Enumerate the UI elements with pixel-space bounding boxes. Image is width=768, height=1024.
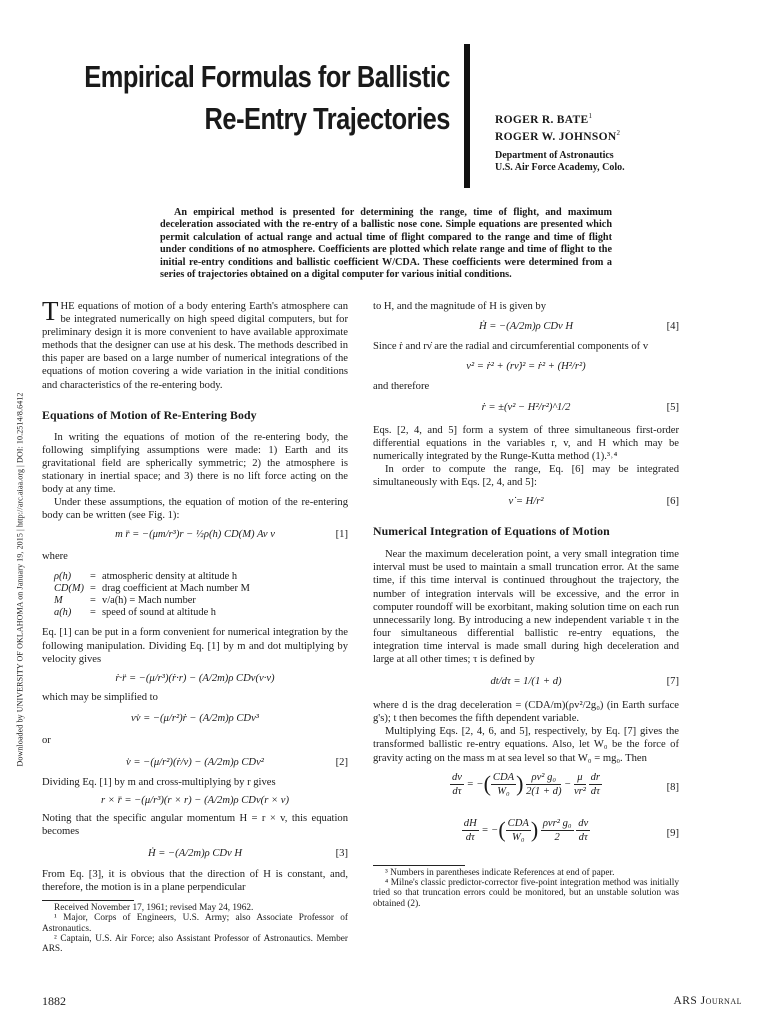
right-column [373, 300, 679, 909]
equation-5 [373, 401, 679, 414]
eq8-mid-den: 2(1 + d) [526, 785, 562, 797]
title-divider [464, 44, 470, 188]
paragraph-magnitude: to H, and the magnitude of H is given by [373, 301, 547, 312]
paragraph-equation-intro: Under these assumptions, the equation of motion of the re-entering body can be written (see Fig. 1): [42, 497, 348, 522]
eq9-lhs-num: dH [462, 817, 479, 831]
equation-6 [373, 495, 679, 508]
equation-1 [42, 528, 348, 541]
equation-2-body: v̇ = −(μ/r²)(ṙ/v) − (A/2m)ρ CDv² [126, 757, 264, 769]
paragraph-cross-multiply: Dividing Eq. [1] by m and cross-multiplying by r gives [42, 777, 276, 789]
intro-text: HE equations of motion of a body entering Earth's atmosphere can be integrated numerically on high speed digital computers, but for preliminary design it is more convenient to have available approximate methods that the designer can use at his desk. The methods described in this paper are based on a large number of numerical integrations of the equations of motion covering a wide variation in the initial conditions and characteristics of the re-entering body. [42, 301, 348, 391]
equation-2 [42, 756, 348, 769]
def-equals: = [90, 595, 96, 606]
paragraph-plane-motion: From Eq. [3], it is obvious that the direction of H is constant, and, therefore, the motion is in a plane perpendicular [42, 868, 348, 893]
equation-3-number: [3] [335, 847, 348, 859]
paper-title [84, 56, 450, 140]
eq8-mu-num: μ [574, 771, 586, 785]
journal-name: ARS Journal [673, 995, 742, 1007]
eq9-coef-num: CDA [506, 817, 531, 831]
where-label: where [42, 550, 68, 562]
equation-9: $\frac{dH}{d\tau}$ = − ( $\frac{\text{CDA}}{\text{W₀}}$ ) $\frac{\text{ρvr² g₀}}{2}$ $\frac{d\nu}{d\tau}$ [9] [463, 817, 679, 843]
def-description: speed of sound at altitude h [102, 607, 216, 619]
right-footnotes [373, 865, 679, 910]
eq9-lhs-den: dτ [465, 831, 475, 843]
eq8-dr-den: dτ [590, 785, 600, 797]
paragraph-drag-deceleration: where d is the drag deceleration = (CDA/m)(ρv²/2g₀) (in Earth surface g's); t then becomes the fifth dependent variable. [373, 700, 679, 725]
eq8-coef-num: CDA [491, 771, 516, 785]
eq8-lhs-den: dτ [452, 785, 462, 797]
equation-4-number: [4] [666, 321, 679, 333]
author-1: ROGER R. BATE [495, 113, 589, 126]
def-description: atmospheric density at altitude h [102, 570, 238, 582]
def-symbol: a(h) [54, 607, 72, 619]
eq8-mid-num: ρv² g₀ [526, 771, 561, 785]
footnote-1: ¹ Major, Corps of Engineers, U.S. Army; also Associate Professor of Astronautics. [42, 913, 348, 934]
equation-2-number: [2] [335, 757, 348, 769]
footnote-rule [42, 900, 134, 901]
section-heading-equations-of-motion: Equations of Motion of Re-Entering Body [42, 407, 257, 422]
author-2: ROGER W. JOHNSON [495, 130, 617, 143]
footnote-rule [373, 865, 465, 866]
def-equals: = [90, 570, 96, 582]
def-symbol: ρ(h) [54, 570, 72, 582]
left-column [42, 296, 348, 955]
def-description: drag coefficient at Mach number M [102, 582, 250, 594]
paragraph-manipulation: Eq. [1] can be put in a form convenient for numerical integration by the following manipulation. Dividing Eq. [1] by m and dot multiplying by velocity gives [42, 627, 348, 665]
paragraph-components: Since ṙ and rν̇ are the radial and circumferential components of v [373, 341, 649, 353]
def-symbol: M [54, 595, 63, 606]
def-symbol: CD(M) [54, 582, 85, 594]
author-1-mark: 1 [588, 112, 593, 120]
eq9-dnu-den: dτ [578, 831, 588, 843]
equation-7-number: [7] [666, 676, 679, 688]
equation-6-number: [6] [666, 496, 679, 508]
def-equals: = [90, 607, 96, 619]
equation-1-number: [1] [335, 529, 348, 541]
left-footnotes [42, 900, 348, 955]
download-watermark: Downloaded by UNIVERSITY OF OKLAHOMA on January 19, 2015 | http://arc.aiaa.org | DOI: 10.2514/8.6412 [15, 392, 25, 767]
affiliation-inst: U.S. Air Force Academy, Colo. [495, 162, 625, 173]
equation-9-number: [9] [666, 827, 679, 839]
eq9-dnu-num: dν [576, 817, 590, 831]
author-list [495, 110, 620, 144]
equation-8-number: [8] [666, 781, 679, 793]
equation-simplified: vv̇ = −(μ/r²)ṙ − (A/2m)ρ CDv³ [131, 712, 259, 724]
equation-3-body: Ḣ = −(A/2m)ρ CDv H [147, 847, 243, 859]
eq9-mid-num: ρvr² g₀ [541, 817, 574, 831]
def-description: v/a(h) = Mach number [102, 595, 196, 606]
drop-cap: T [42, 296, 59, 326]
paragraph-transformed: Multiplying Eqs. [2, 4, 6, and 5], respectively, by Eq. [7] gives the transformed ballistic re-entry equations. Also, let W₀ be the force of gravity acting on the mass m at sea level so that W₀ = mg₀. Then [373, 726, 679, 764]
symbol-definitions [54, 571, 348, 620]
footnote-received: Received November 17, 1961; revised May 24, 1962. [54, 902, 254, 913]
equation-6-body: ν̇ = H/r² [508, 496, 544, 508]
paragraph-simplified: which may be simplified to [42, 691, 158, 703]
paragraph-angular-momentum: Noting that the specific angular momentum H = r × v, this equation becomes [42, 813, 348, 838]
equation-7 [373, 675, 679, 688]
affiliation-dept: Department of Astronautics [495, 150, 614, 161]
intro-paragraph [42, 296, 348, 392]
affiliation [495, 150, 625, 174]
equation-velocity-squared: v² = ṙ² + (rν̇)² = ṙ² + (H²/r²) [466, 361, 586, 373]
equation-cross-product: r × r̈ = −(μ/r³)(r × r) − (A/2m)ρ CDv(r × v) [101, 795, 289, 807]
section-heading-numerical-integration: Numerical Integration of Equations of Motion [373, 524, 610, 539]
equation-5-body: ṙ = ±(v² − H²/r²)^1/2 [481, 402, 571, 414]
title-line-1: Empirical Formulas for Ballistic [84, 59, 450, 94]
footnote-2: ² Captain, U.S. Air Force; also Assistant Professor of Astronautics. Member ARS. [42, 934, 348, 955]
paragraph-therefore: and therefore [373, 381, 430, 393]
paragraph-system: Eqs. [2, 4, and 5] form a system of three simultaneous first-order differential equations in the variables r, v, and H which may be numerically integrated by the Runge-Kutta method (1).³˒⁴ [373, 424, 679, 462]
equation-dot-product: ṙ·r̈ = −(μ/r³)(ṙ·r) − (A/2m)ρ CDv(v·v) [115, 672, 275, 684]
eq8-coef-den: W₀ [497, 785, 510, 797]
equation-5-number: [5] [666, 402, 679, 414]
eq8-dr-num: dr [589, 771, 602, 785]
title-line-2: Re-Entry Trajectories [204, 101, 450, 136]
equation-8: $\frac{dv}{d\tau}$ = − ( $\frac{\text{CDA}}{\text{W₀}}$ ) $\frac{\text{ρv² g₀}}{2(1 + d)}$ − $\frac{\mu}{\text{vr²}}$ $\frac{dr}{d\tau}$ [8] [451, 771, 679, 797]
equation-3 [42, 847, 348, 860]
abstract: An empirical method is presented for determining the range, time of flight, and maximum deceleration associated with the re-entry of a ballistic nose cone. Simple equations are presented which permit calculation of actual range and actual time of flight compared to the range and time of flight under conditions of no atmosphere. Coefficients are plotted which relate range and time of flight to the initial re-entry conditions and ballistic coefficient W/CDA. These coefficients were determined from a series of trajectories obtained on a digital computer for various initial conditions. [160, 207, 612, 281]
equation-1-body: m r̈ = −(μm/r³)r − ½ρ(h) CD(M) Av v [115, 529, 275, 541]
paragraph-range: In order to compute the range, Eq. [6] may be integrated simultaneously with Eqs. [2, 4, and 5]: [373, 463, 679, 488]
page-number: 1882 [42, 994, 66, 1008]
footnote-3: ³ Numbers in parentheses indicate References at end of paper. [385, 867, 615, 878]
equation-4-body: Ḣ = −(A/2m)ρ CDv H [478, 321, 574, 333]
equation-4 [373, 320, 679, 333]
author-2-mark: 2 [616, 128, 621, 137]
equation-7-body: dt/dτ = 1/(1 + d) [490, 676, 562, 688]
or-label: or [42, 734, 51, 746]
paragraph-integration-interval: Near the maximum deceleration point, a very small integration time interval must be used to maintain a small truncation error. At the same time, if this time interval is continued throughout the trajectory, the number of integration intervals will be excessive, and the error in computer roundoff will be exorbitant, making solution time on each run unnecessarily long. By introducing a new independent variable τ in the four simultaneous differential ballistic re-entry equations, the integration time interval is made small during high deceleration and large at all other times; τ is defined by [373, 549, 679, 665]
paragraph-assumptions: In writing the equations of motion of the re-entering body, the following simplifying assumptions were made: 1) Earth and its gravitational field are spherically symmetric; 2) the atmosphere is stationary in inertial space; and 3) there is no lift force acting on the body at any time. [42, 431, 348, 496]
eq8-lhs-num: dv [450, 771, 464, 785]
footnote-4: ⁴ Milne's classic predictor-corrector five-point integration method was initially tried so that truncation errors could be monitored, but an unstable solution was obtained (2). [373, 878, 679, 909]
def-equals: = [90, 582, 96, 594]
eq9-mid-den: 2 [554, 831, 560, 843]
eq8-mu-den: vr² [573, 785, 586, 797]
eq9-coef-den: W₀ [512, 831, 525, 843]
